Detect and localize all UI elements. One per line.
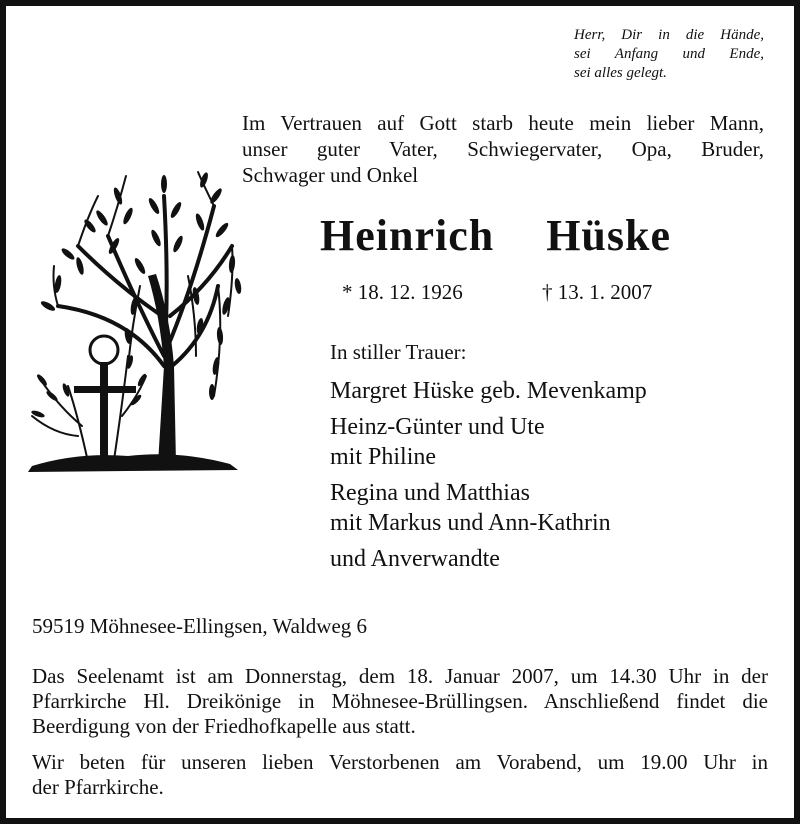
mourning-label: In stiller Trauer: xyxy=(330,340,467,364)
verse xyxy=(574,26,764,83)
mourner-line: Regina und Matthias xyxy=(330,480,530,506)
funeral-mass-paragraph xyxy=(32,664,768,739)
mourner-line: mit Markus und Ann-Kathrin xyxy=(330,510,611,536)
paragraph-line: Pfarrkirche Hl. Dreikönige in Möhnesee-Brüllingsen. Anschließend findet die xyxy=(32,689,768,713)
verse-line: sei Anfang und Ende, xyxy=(574,46,764,62)
paragraph-line: Das Seelenamt ist am Donnerstag, dem 18. Januar 2007, um 14.30 Uhr in der xyxy=(32,664,768,688)
mourner-line: und Anverwandte xyxy=(330,546,500,572)
birth-date: * 18. 12. 1926 xyxy=(342,280,463,304)
intro-line: Schwager und Onkel xyxy=(242,163,419,187)
intro-text xyxy=(242,110,764,188)
willow-tree-with-cross-icon xyxy=(18,166,244,476)
mourners-list xyxy=(330,376,647,574)
paragraph-line: Wir beten für unseren lieben Verstorbenen am Vorabend, um 19.00 Uhr in xyxy=(32,750,768,774)
paragraph-line: der Pfarrkirche. xyxy=(32,775,164,799)
intro-line: unser guter Vater, Schwiegervater, Opa, Bruder, xyxy=(242,137,764,161)
mourner-line: Margret Hüske geb. Mevenkamp xyxy=(330,378,647,404)
address: 59519 Möhnesee-Ellingsen, Waldweg 6 xyxy=(32,614,368,638)
mourner-line: Heinz-Günter und Ute xyxy=(330,414,545,440)
intro-line: Im Vertrauen auf Gott starb heute mein lieber Mann, xyxy=(242,111,764,135)
prayer-paragraph xyxy=(32,750,768,800)
verse-line: sei alles gelegt. xyxy=(574,65,667,81)
paragraph-line: Beerdigung von der Friedhofkapelle aus statt. xyxy=(32,714,416,738)
death-date: † 13. 1. 2007 xyxy=(542,280,653,304)
mourner-line: mit Philine xyxy=(330,444,437,470)
deceased-name: Heinrich Hüske xyxy=(320,211,672,260)
verse-line: Herr, Dir in die Hände, xyxy=(574,27,764,43)
